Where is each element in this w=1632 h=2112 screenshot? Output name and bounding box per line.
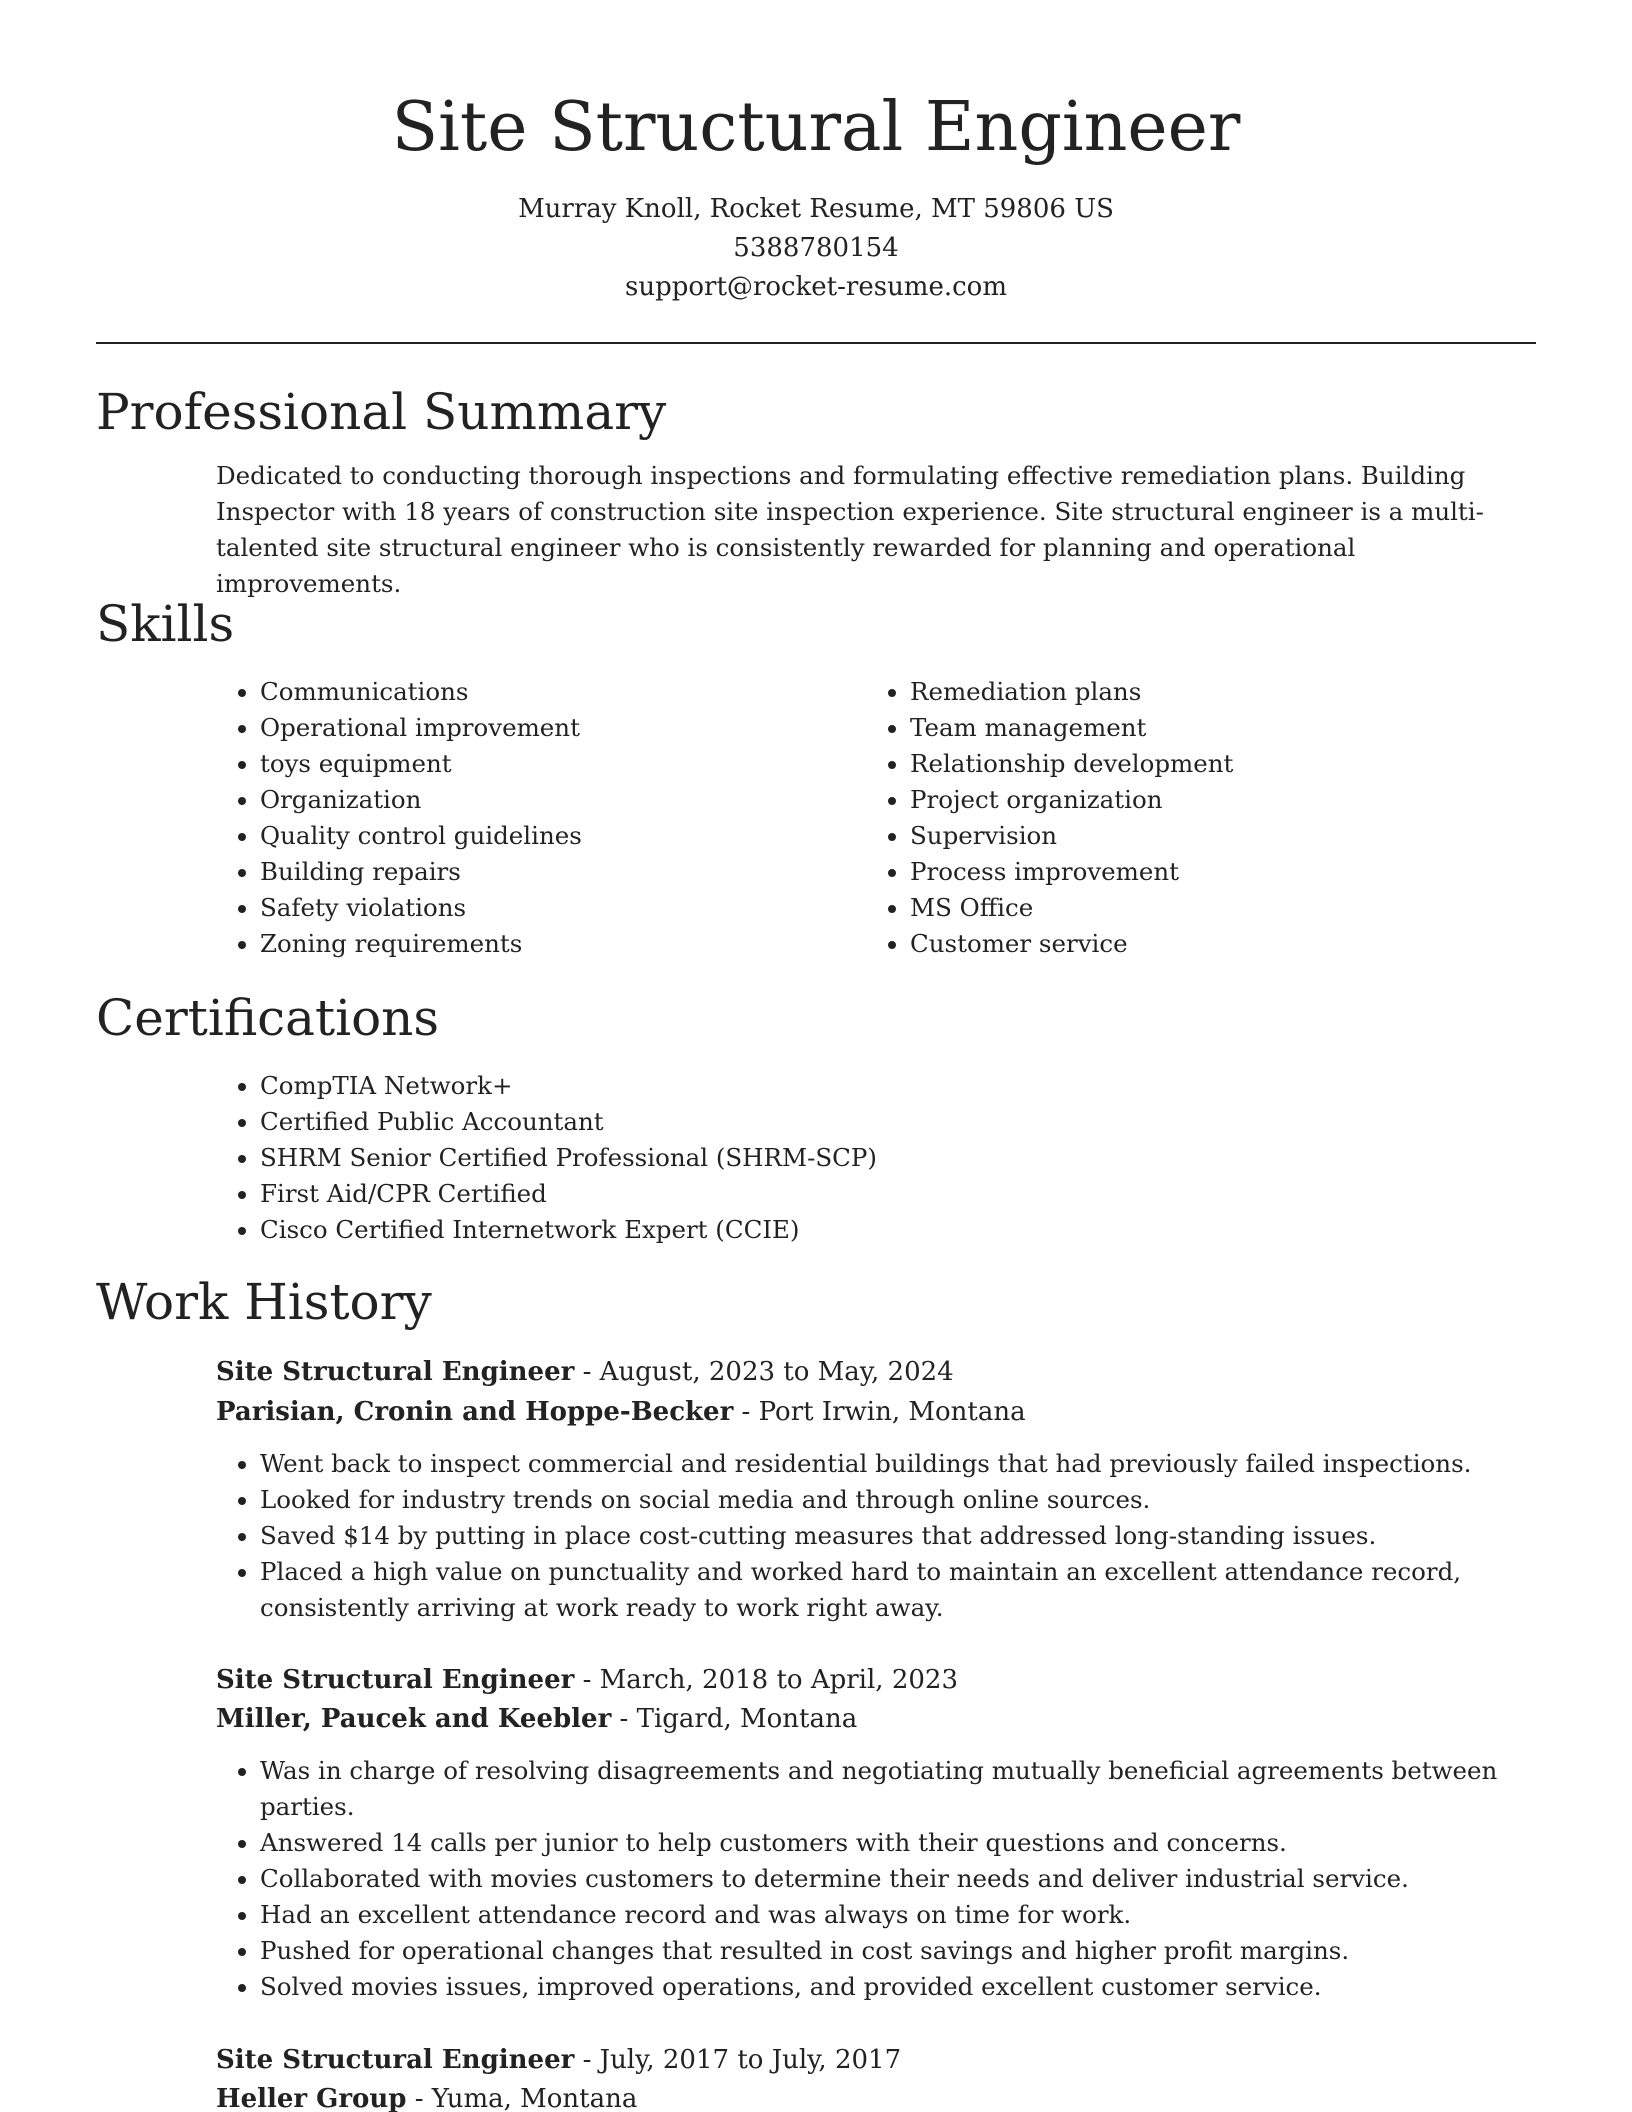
job-location: - Tigard, Montana: [611, 1704, 858, 1734]
job-location: - Port Irwin, Montana: [733, 1397, 1026, 1427]
list-item: • Answered 14 calls per junior to help customers with their questions and concerns.: [260, 1825, 1570, 1861]
job-title-line: [216, 1660, 958, 1700]
job-company-line: [216, 2079, 637, 2112]
list-item: • toys equipment: [260, 746, 860, 782]
list-item: • Cisco Certified Internetwork Expert (CCIE): [260, 1212, 1560, 1248]
list-item: • Team management: [910, 710, 1550, 746]
job-role: Site Structural Engineer: [216, 2045, 575, 2075]
list-item: • Remediation plans: [910, 674, 1550, 710]
skills-list-left: [216, 674, 860, 962]
list-item: • First Aid/CPR Certified: [260, 1176, 1560, 1212]
contact-phone: 5388780154: [733, 233, 899, 263]
job-dates: - March, 2018 to April, 2023: [574, 1665, 959, 1695]
list-item: • Certified Public Accountant: [260, 1104, 1560, 1140]
page-title: Site Structural Engineer: [391, 88, 1241, 167]
list-item: • Process improvement: [910, 854, 1550, 890]
list-item: • Building repairs: [260, 854, 860, 890]
list-item: • Quality control guidelines: [260, 818, 860, 854]
job-company: Miller, Paucek and Keebler: [216, 1704, 612, 1734]
list-item: • Looked for industry trends on social media and through online sources.: [260, 1482, 1570, 1518]
header-divider: [96, 342, 1536, 344]
list-item: • Pushed for operational changes that resulted in cost savings and higher profit margins.: [260, 1933, 1570, 1969]
list-item: • Placed a high value on punctuality and worked hard to maintain an excellent attendance record, consistently arriving at work ready to work right away.: [260, 1554, 1570, 1626]
list-item: • Operational improvement: [260, 710, 860, 746]
list-item: • Supervision: [910, 818, 1550, 854]
job-title-line: [216, 1352, 954, 1392]
resume-header: [0, 0, 1632, 307]
list-item: • Relationship development: [910, 746, 1550, 782]
summary-text: Dedicated to conducting thorough inspections and formulating effective remediation plans. Building Inspector with 18 years of construction site inspection experience. Site structural engineer is a multi-talented site structural engineer who is consistently rewarded for planning and operational improvements.: [216, 461, 1484, 598]
work-history-heading: Work History: [96, 1273, 432, 1331]
list-item: • CompTIA Network+: [260, 1068, 1560, 1104]
job-role: Site Structural Engineer: [216, 1665, 575, 1695]
job-company: Parisian, Cronin and Hoppe-Becker: [216, 1397, 734, 1427]
list-item: • Had an excellent attendance record and was always on time for work.: [260, 1897, 1570, 1933]
job-role: Site Structural Engineer: [216, 1357, 575, 1387]
skills-list-right: [866, 674, 1550, 962]
list-item: • Saved $14 by putting in place cost-cutting measures that addressed long-standing issues.: [260, 1518, 1570, 1554]
list-item: • Safety violations: [260, 890, 860, 926]
contact-address: Murray Knoll, Rocket Resume, MT 59806 US: [518, 194, 1114, 224]
contact-email: support@rocket-resume.com: [624, 272, 1007, 302]
list-item: • SHRM Senior Certified Professional (SHRM-SCP): [260, 1140, 1560, 1176]
certifications-list: [216, 1068, 1560, 1248]
list-item: • Zoning requirements: [260, 926, 860, 962]
list-item: • Customer service: [910, 926, 1550, 962]
certifications-heading: Certifications: [96, 989, 440, 1047]
list-item: • Was in charge of resolving disagreements and negotiating mutually beneficial agreements between parties.: [260, 1753, 1570, 1825]
list-item: • Solved movies issues, improved operations, and provided excellent customer service.: [260, 1969, 1570, 2005]
job-bullets: [216, 1753, 1570, 2005]
list-item: • Went back to inspect commercial and residential buildings that had previously failed inspections.: [260, 1446, 1570, 1482]
skills-heading: Skills: [96, 595, 235, 653]
list-item: • Communications: [260, 674, 860, 710]
job-company-line: [216, 1392, 1026, 1432]
contact-info: [0, 190, 1632, 307]
job-bullets: [216, 1446, 1570, 1626]
list-item: • Project organization: [910, 782, 1550, 818]
job-company: Heller Group: [216, 2084, 407, 2112]
job-dates: - July, 2017 to July, 2017: [574, 2045, 902, 2075]
job-company-line: [216, 1699, 857, 1739]
list-item: • MS Office: [910, 890, 1550, 926]
list-item: • Organization: [260, 782, 860, 818]
summary-heading: Professional Summary: [96, 383, 667, 441]
job-title-line: [216, 2040, 901, 2080]
list-item: • Collaborated with movies customers to determine their needs and deliver industrial service.: [260, 1861, 1570, 1897]
job-dates: - August, 2023 to May, 2024: [574, 1357, 954, 1387]
job-location: - Yuma, Montana: [406, 2084, 638, 2112]
